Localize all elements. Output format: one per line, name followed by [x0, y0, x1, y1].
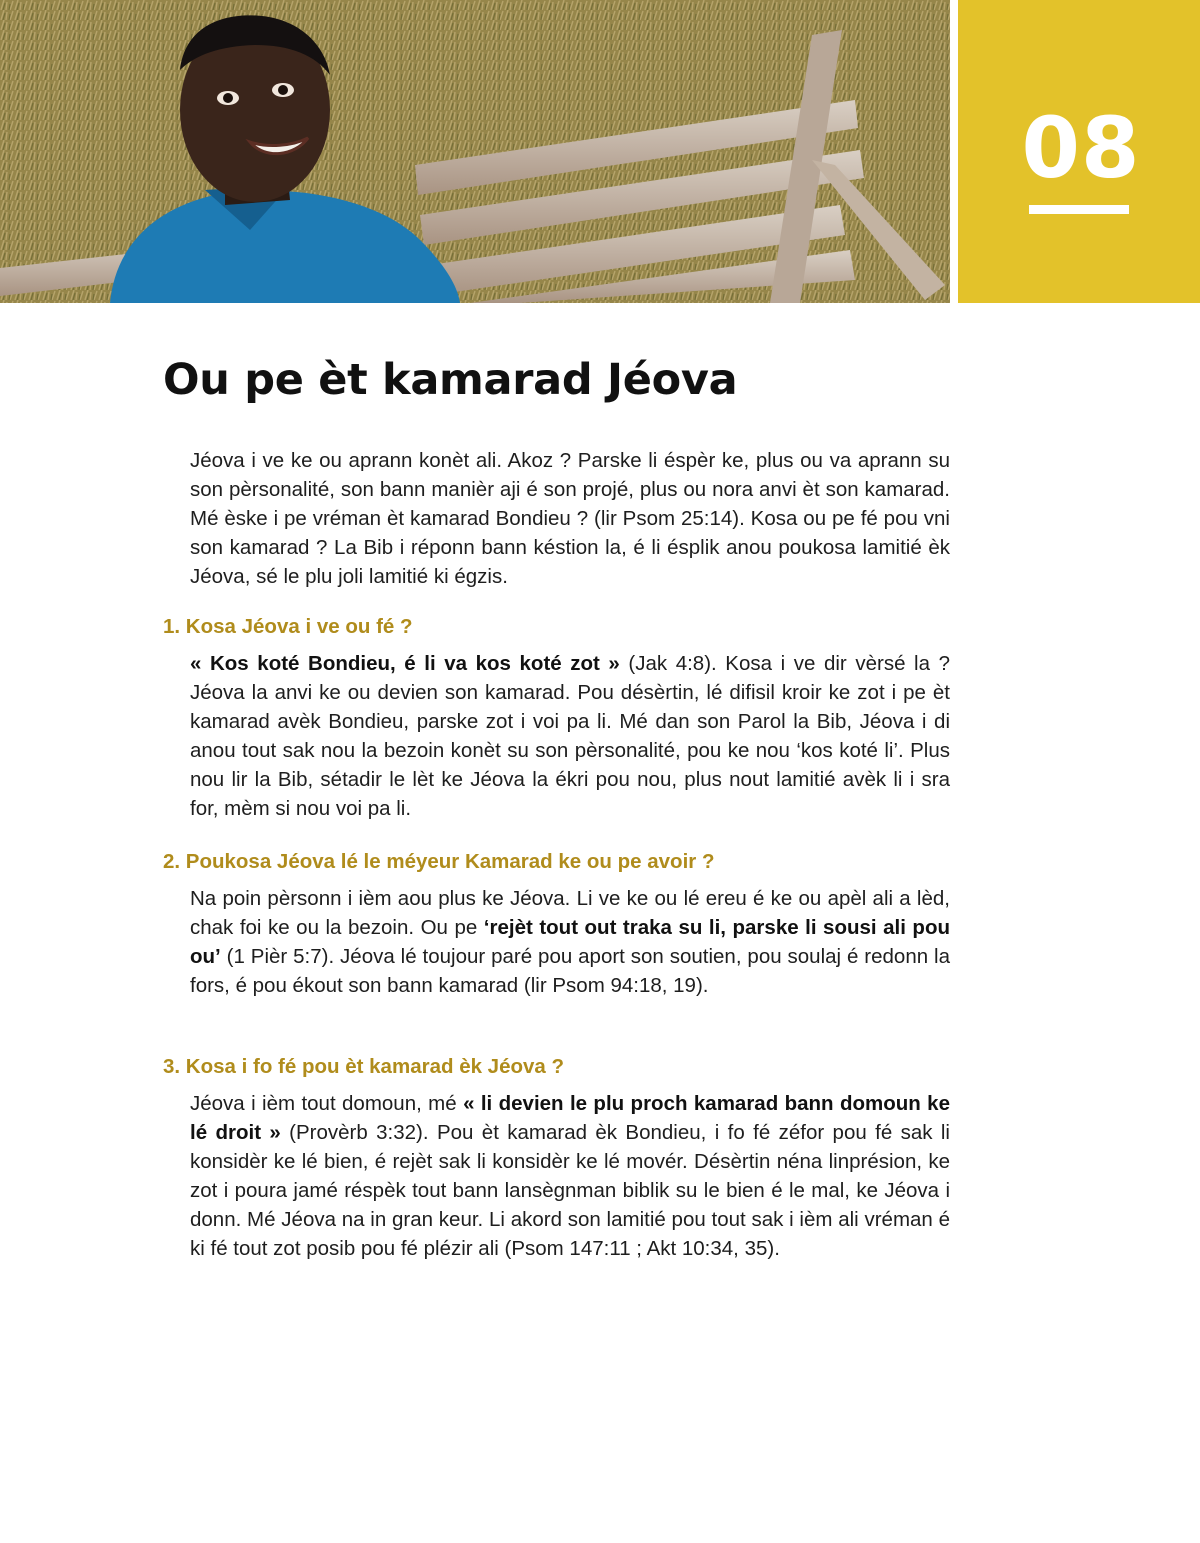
- lesson-title: Ou pe èt kamarad Jéova: [163, 355, 738, 405]
- section-3: [163, 1053, 953, 1263]
- section-paragraph: [190, 649, 950, 823]
- hero-photo: [0, 0, 950, 303]
- section-1: [163, 613, 953, 823]
- section-2: [163, 848, 953, 1000]
- section-paragraph: [190, 1089, 950, 1263]
- paragraph-text: Na poin pèrsonn i ièm aou plus ke Jéova. Li ve ke ou lé ereu é ke ou apèl ali a lèd, chak foi ke ou la bezoin. Ou pe: [190, 887, 950, 939]
- lesson-number: 08: [1021, 99, 1141, 197]
- bold-quote: « Kos koté Bondieu, é li va kos koté zot »: [190, 652, 620, 675]
- paragraph-text: Jéova i ièm tout domoun, mé: [190, 1092, 464, 1115]
- hero-illustration: [0, 0, 950, 303]
- section-question: 2. Poukosa Jéova lé le méyeur Kamarad ke ou pe avoir ?: [163, 850, 715, 873]
- lesson-number-underline: [1029, 205, 1129, 214]
- paragraph-text: (1 Pièr 5:7). Jéova lé toujour paré pou aport son soutien, pou soulaj é redonn la fors, é pou ékout son bann kamarad (lir Psom 94:18, 19).: [190, 945, 950, 997]
- paragraph-text: (Jak 4:8). Kosa i ve dir vèrsé la ? Jéova la anvi ke ou devien son kamarad. Pou désèrtin, lé difisil kroir ke zot i pe èt kamarad avèk Bondieu, parske zot i voi pa li. Mé dan son Parol la Bib, Jéova i di anou tout sak nou la bezoin konèt su son pèrsonalité, pou ke nou ‘kos koté li’. Plus nou lir la Bib, sétadir le lèt ke Jéova la ékri pou nou, plus nout lamitié avèk li i sra for, mèm si nou voi pa li.: [190, 652, 950, 820]
- paragraph-text: (Provèrb 3:32). Pou èt kamarad èk Bondieu, i fo fé zéfor pou fé sak li konsidèr ke lé bien, é rejèt sak li konsidèr ke lé movér. Désèrtin néna linprésion, ke zot i poura jamé réspèk tout bann lansègnman biblik su le bien é le mal, ke Jéova i donn. Mé Jéova na in gran keur. Li akord son lamitié pou tout sak i ièm ali vréman é ki fé tout zot posib pou fé plézir ali (Psom 147:11 ; Akt 10:34, 35).: [190, 1121, 950, 1260]
- lesson-badge: [958, 0, 1200, 303]
- section-question: 3. Kosa i fo fé pou èt kamarad èk Jéova ?: [163, 1055, 565, 1078]
- section-question: 1. Kosa Jéova i ve ou fé ?: [163, 615, 413, 638]
- bold-quote: ‘rejèt tout out traka su li, parske li sousi ali pou ou’: [190, 916, 950, 968]
- bold-quote: « li devien le plu proch kamarad bann domoun ke lé droit »: [190, 1092, 950, 1144]
- intro-paragraph: Jéova i ve ke ou aprann konèt ali. Akoz ? Parske li éspèr ke, plus ou va aprann su son pèrsonalité, son bann manièr aji é son projé, plus ou nora anvi èt son kamarad. Mé èske i pe vréman èt kamarad Bondieu ? (lir Psom 25:14). Kosa ou pe fé pou vni son kamarad ? La Bib i réponn bann késtion la, é li ésplik anou poukosa lamitié èk Jéova, sé le plu joli lamitié ki égzis.: [190, 449, 950, 588]
- section-paragraph: [190, 884, 950, 1000]
